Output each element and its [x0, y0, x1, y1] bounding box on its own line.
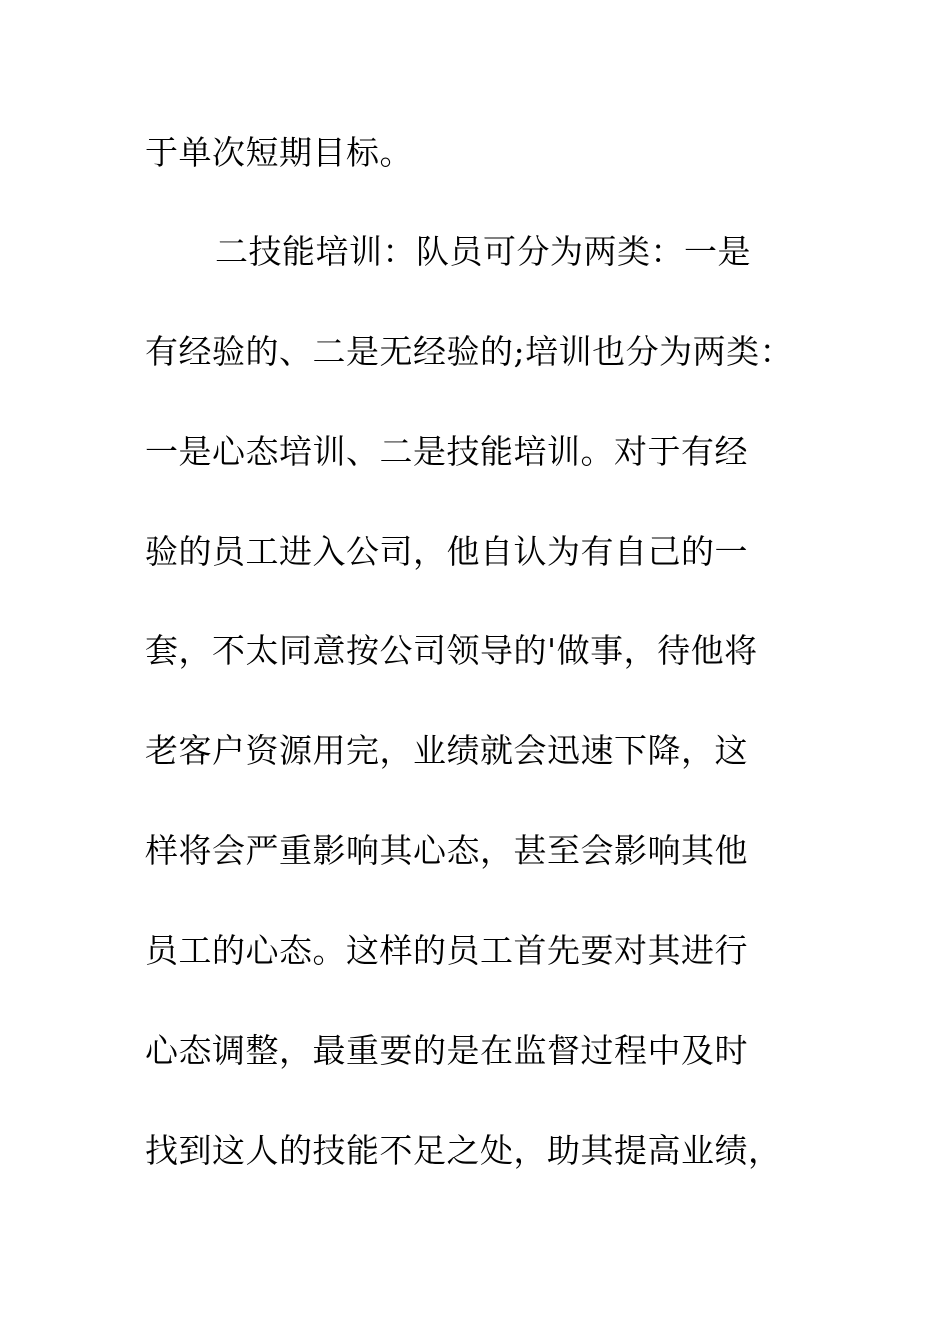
text-line-1: 于单次短期目标。 — [145, 133, 413, 172]
text-line-6: 套，不太同意按公司领导的'做事，待他将 — [145, 631, 758, 670]
text-line-2-paragraph-start: 二技能培训：队员可分为两类：一是 — [215, 232, 751, 271]
text-line-11: 找到这人的技能不足之处，助其提高业绩， — [145, 1131, 782, 1170]
text-line-3: 有经验的、二是无经验的;培训也分为两类： — [145, 332, 794, 371]
text-line-7: 老客户资源用完，业绩就会迅速下降，这 — [145, 731, 748, 770]
text-line-4: 一是心态培训、二是技能培训。对于有经 — [145, 432, 748, 471]
text-line-5: 验的员工进入公司，他自认为有自己的一 — [145, 532, 748, 571]
text-line-10: 心态调整，最重要的是在监督过程中及时 — [145, 1031, 748, 1070]
text-line-9: 员工的心态。这样的员工首先要对其进行 — [145, 931, 748, 970]
text-line-8: 样将会严重影响其心态，甚至会影响其他 — [145, 831, 748, 870]
